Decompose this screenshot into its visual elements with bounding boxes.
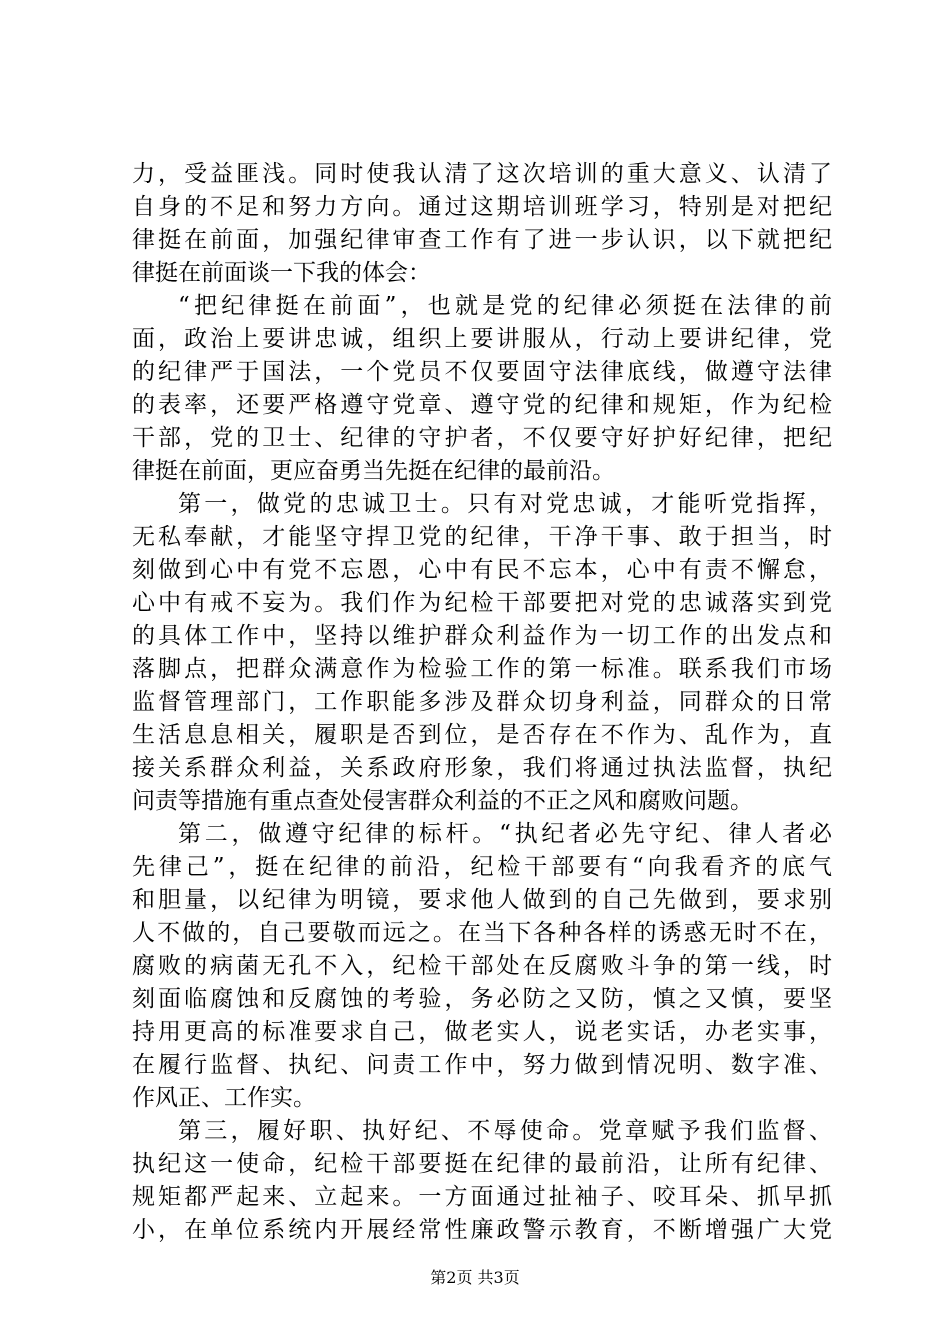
text-line: 面，政治上要讲忠诚，组织上要讲服从，行动上要讲纪律，党 xyxy=(132,326,832,352)
text-line: 问责等措施有重点查处侵害群众利益的不正之风和腐败问题。 xyxy=(132,788,753,814)
text-line: 小，在单位系统内开展经常性廉政警示教育，不断增强广大党 xyxy=(132,1217,832,1243)
text-line: 第一，做党的忠诚卫士。只有对党忠诚，才能听党指挥， xyxy=(178,491,832,517)
text-line: 落脚点，把群众满意作为检验工作的第一标准。联系我们市场 xyxy=(132,656,832,682)
text-line: 第三，履好职、执好纪、不辱使命。党章赋予我们监督、 xyxy=(178,1118,832,1144)
text-line: 的表率，还要严格遵守党章、遵守党的纪律和规矩，作为纪检 xyxy=(132,392,832,418)
page-footer: 第2页 共3页 xyxy=(430,1268,520,1287)
text-line: 规矩都严起来、立起来。一方面通过扯袖子、咬耳朵、抓早抓 xyxy=(132,1184,832,1210)
text-line: 持用更高的标准要求自己，做老实人，说老实话，办老实事， xyxy=(132,1019,832,1045)
text-line: 第二，做遵守纪律的标杆。“执纪者必先守纪、律人者必 xyxy=(178,821,832,847)
text-line: 自身的不足和努力方向。通过这期培训班学习，特别是对把纪 xyxy=(132,194,832,220)
text-line: 律挺在前面，加强纪律审查工作有了进一步认识，以下就把纪 xyxy=(132,227,832,253)
text-line: 律挺在前面，更应奋勇当先挺在纪律的最前沿。 xyxy=(132,458,615,484)
text-line: 人不做的，自己要敬而远之。在当下各种各样的诱惑无时不在， xyxy=(132,920,832,946)
text-line: 心中有戒不妄为。我们作为纪检干部要把对党的忠诚落实到党 xyxy=(132,590,832,616)
text-line: 力，受益匪浅。同时使我认清了这次培训的重大意义、认清了 xyxy=(132,161,832,187)
text-line: 腐败的病菌无孔不入，纪检干部处在反腐败斗争的第一线，时 xyxy=(132,953,832,979)
text-line: 干部，党的卫士、纪律的守护者，不仅要守好护好纪律，把纪 xyxy=(132,425,832,451)
document-body xyxy=(132,158,832,1247)
text-line: 监督管理部门，工作职能多涉及群众切身利益，同群众的日常 xyxy=(132,689,832,715)
text-line: 执纪这一使命，纪检干部要挺在纪律的最前沿，让所有纪律、 xyxy=(132,1151,832,1177)
text-line: 和胆量，以纪律为明镜，要求他人做到的自己先做到，要求别 xyxy=(132,887,832,913)
text-line: 的纪律严于国法，一个党员不仅要固守法律底线，做遵守法律 xyxy=(132,359,832,385)
text-line: 作风正、工作实。 xyxy=(132,1085,316,1111)
text-line: 无私奉献，才能坚守捍卫党的纪律，干净干事、敢于担当，时 xyxy=(132,524,832,550)
text-line: 先律己”，挺在纪律的前沿，纪检干部要有“向我看齐的底气 xyxy=(132,854,832,880)
text-line: 律挺在前面谈一下我的体会： xyxy=(132,260,431,286)
text-line: 刻面临腐蚀和反腐蚀的考验，务必防之又防，慎之又慎，要坚 xyxy=(132,986,832,1012)
text-line: 生活息息相关，履职是否到位，是否存在不作为、乱作为，直 xyxy=(132,722,832,748)
text-line: “把纪律挺在前面”，也就是党的纪律必须挺在法律的前 xyxy=(178,293,832,319)
text-line: 接关系群众利益，关系政府形象，我们将通过执法监督，执纪 xyxy=(132,755,832,781)
text-line: 的具体工作中，坚持以维护群众利益作为一切工作的出发点和 xyxy=(132,623,832,649)
text-line: 在履行监督、执纪、问责工作中，努力做到情况明、数字准、 xyxy=(132,1052,832,1078)
text-line: 刻做到心中有党不忘恩，心中有民不忘本，心中有责不懈怠， xyxy=(132,557,832,583)
